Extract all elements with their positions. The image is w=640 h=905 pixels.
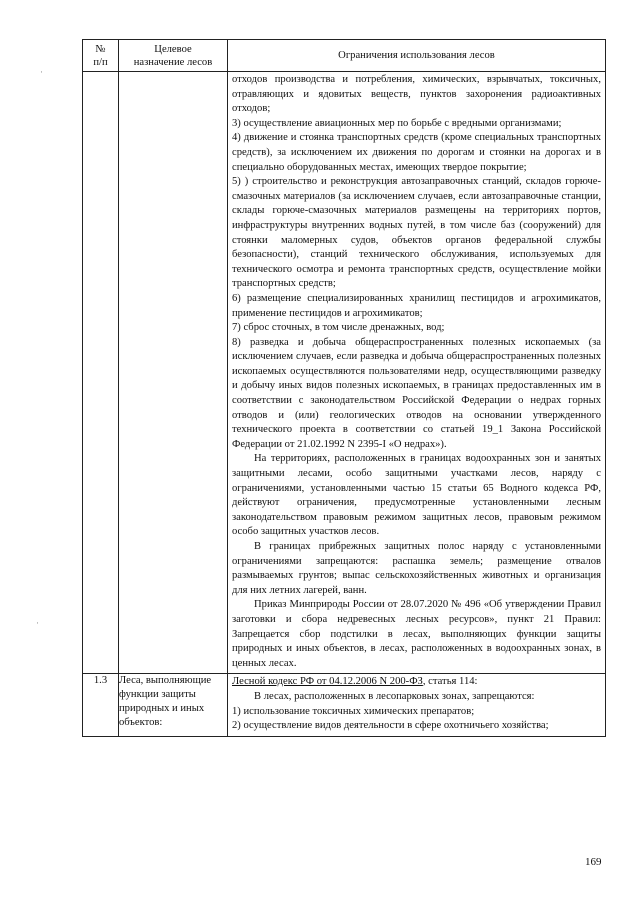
- margin-mark: ·: [36, 618, 39, 628]
- paragraph: Приказ Минприроды России от 28.07.2020 № 496 «Об утверждении Правил заготовки и сбора недревесных лесных ресурсов», пункт 21 Правил: Запрещается сбор подстилки в лесах, выполняющих функции защиты природных и иных объектов, в лесах, расположенных в водоохранных зонах, в ценных лесах.: [232, 599, 601, 669]
- header-purpose: Целевое назначение лесов: [119, 40, 228, 72]
- paragraph: 7) сброс сточных, в том числе дренажных, вод;: [232, 322, 445, 334]
- paragraph: 1) использование токсичных химических препаратов;: [232, 705, 475, 717]
- page-number: 169: [585, 856, 602, 868]
- paragraph: 3) осуществление авиационных мер по борьбе с вредными организмами;: [232, 117, 562, 129]
- paragraph: 2) осуществление видов деятельности в сфере охотничьего хозяйства;: [232, 720, 549, 732]
- row2-restrictions-cell: [228, 674, 606, 736]
- paragraph: На территориях, расположенных в границах водоохранных зон и занятых защитными лесами, особо защитными участками лесов, наряду с ограничениями, установленными частью 15 статьи 65 Водного кодекса РФ, действуют ограничения, предусмотренные установленными лесным законодательством правовым режимом защитных лесов, правовым режимом особо защитных участков лесов.: [232, 453, 601, 538]
- law-reference: Лесной кодекс РФ от 04.12.2006 N 200-ФЗ, статья 114:: [232, 676, 478, 688]
- paragraph: 8) разведка и добыча общераспространенных полезных ископаемых (за исключением случаев, если разведка и добыча общераспространенных полезных ископаемых осуществляются пользователями недр, осуществляющими разведку и добычу иных видов полезных ископаемых, в границах предоставленных им в соответствии с законодательством Российской Федерации о недрах горных отводов и (или) геологических отводов на основании утвержденного технического проекта в соответствии со статьей 19_1 Закона Российской Федерации от 21.02.1992 N 2395-I «О недрах»).: [232, 336, 601, 450]
- restrictions-table: [82, 39, 606, 737]
- paragraph: 6) размещение специализированных хранилищ пестицидов и агрохимикатов, применение пестицидов и агрохимикатов;: [232, 292, 601, 319]
- table-header-row: [83, 40, 606, 72]
- row1-purpose-cell: [119, 72, 228, 674]
- paragraph: В границах прибрежных защитных полос наряду с установленными ограничениями запрещаются: распашка земель; размещение отвалов размываемых грунтов; выпас сельскохозяйственных животных и организация для них летних лагерей, ванн.: [232, 541, 601, 596]
- law-link[interactable]: Лесной кодекс РФ от 04.12.2006 N 200-ФЗ: [232, 676, 423, 688]
- header-number: № п/п: [83, 40, 119, 72]
- row2-purpose-cell: Леса, выполняющие функции защиты природных и иных объектов:: [119, 674, 228, 736]
- paragraph: 5) ) строительство и реконструкция автозаправочных станций, складов горюче-смазочных материалов (за исключением случаев, если автозаправочные станции, склады горюче-смазочных материалов размещены на территориях портов, инфраструктуры внутренних водных путей, в том числе баз (сооружений) для стоянки маломерных судов, объектов органов федеральной службы безопасности), станций технического обслуживания, используемых для технического осмотра и ремонта транспортных средств, осуществление мойки транспортных средств;: [232, 176, 601, 290]
- paragraph: 4) движение и стоянка транспортных средств (кроме специальных транспортных средств), за исключением их движения по дорогам и стоянки на дорогах и в специально оборудованных местах, имеющих твердое покрытие;: [232, 132, 601, 173]
- header-restrictions: Ограничения использования лесов: [228, 40, 606, 72]
- table-row: [83, 674, 606, 736]
- paragraph: отходов производства и потребления, химических, взрывчатых, токсичных, отравляющих и ядовитых веществ, пунктов захоронения радиоактивных отходов;: [232, 74, 601, 115]
- row2-number-cell: 1.3: [83, 674, 119, 736]
- row1-number-cell: [83, 72, 119, 674]
- paragraph: В лесах, расположенных в лесопарковых зонах, запрещаются:: [254, 690, 535, 702]
- margin-mark: ·: [40, 67, 43, 77]
- table-row: [83, 72, 606, 674]
- row1-restrictions-cell: [228, 72, 606, 674]
